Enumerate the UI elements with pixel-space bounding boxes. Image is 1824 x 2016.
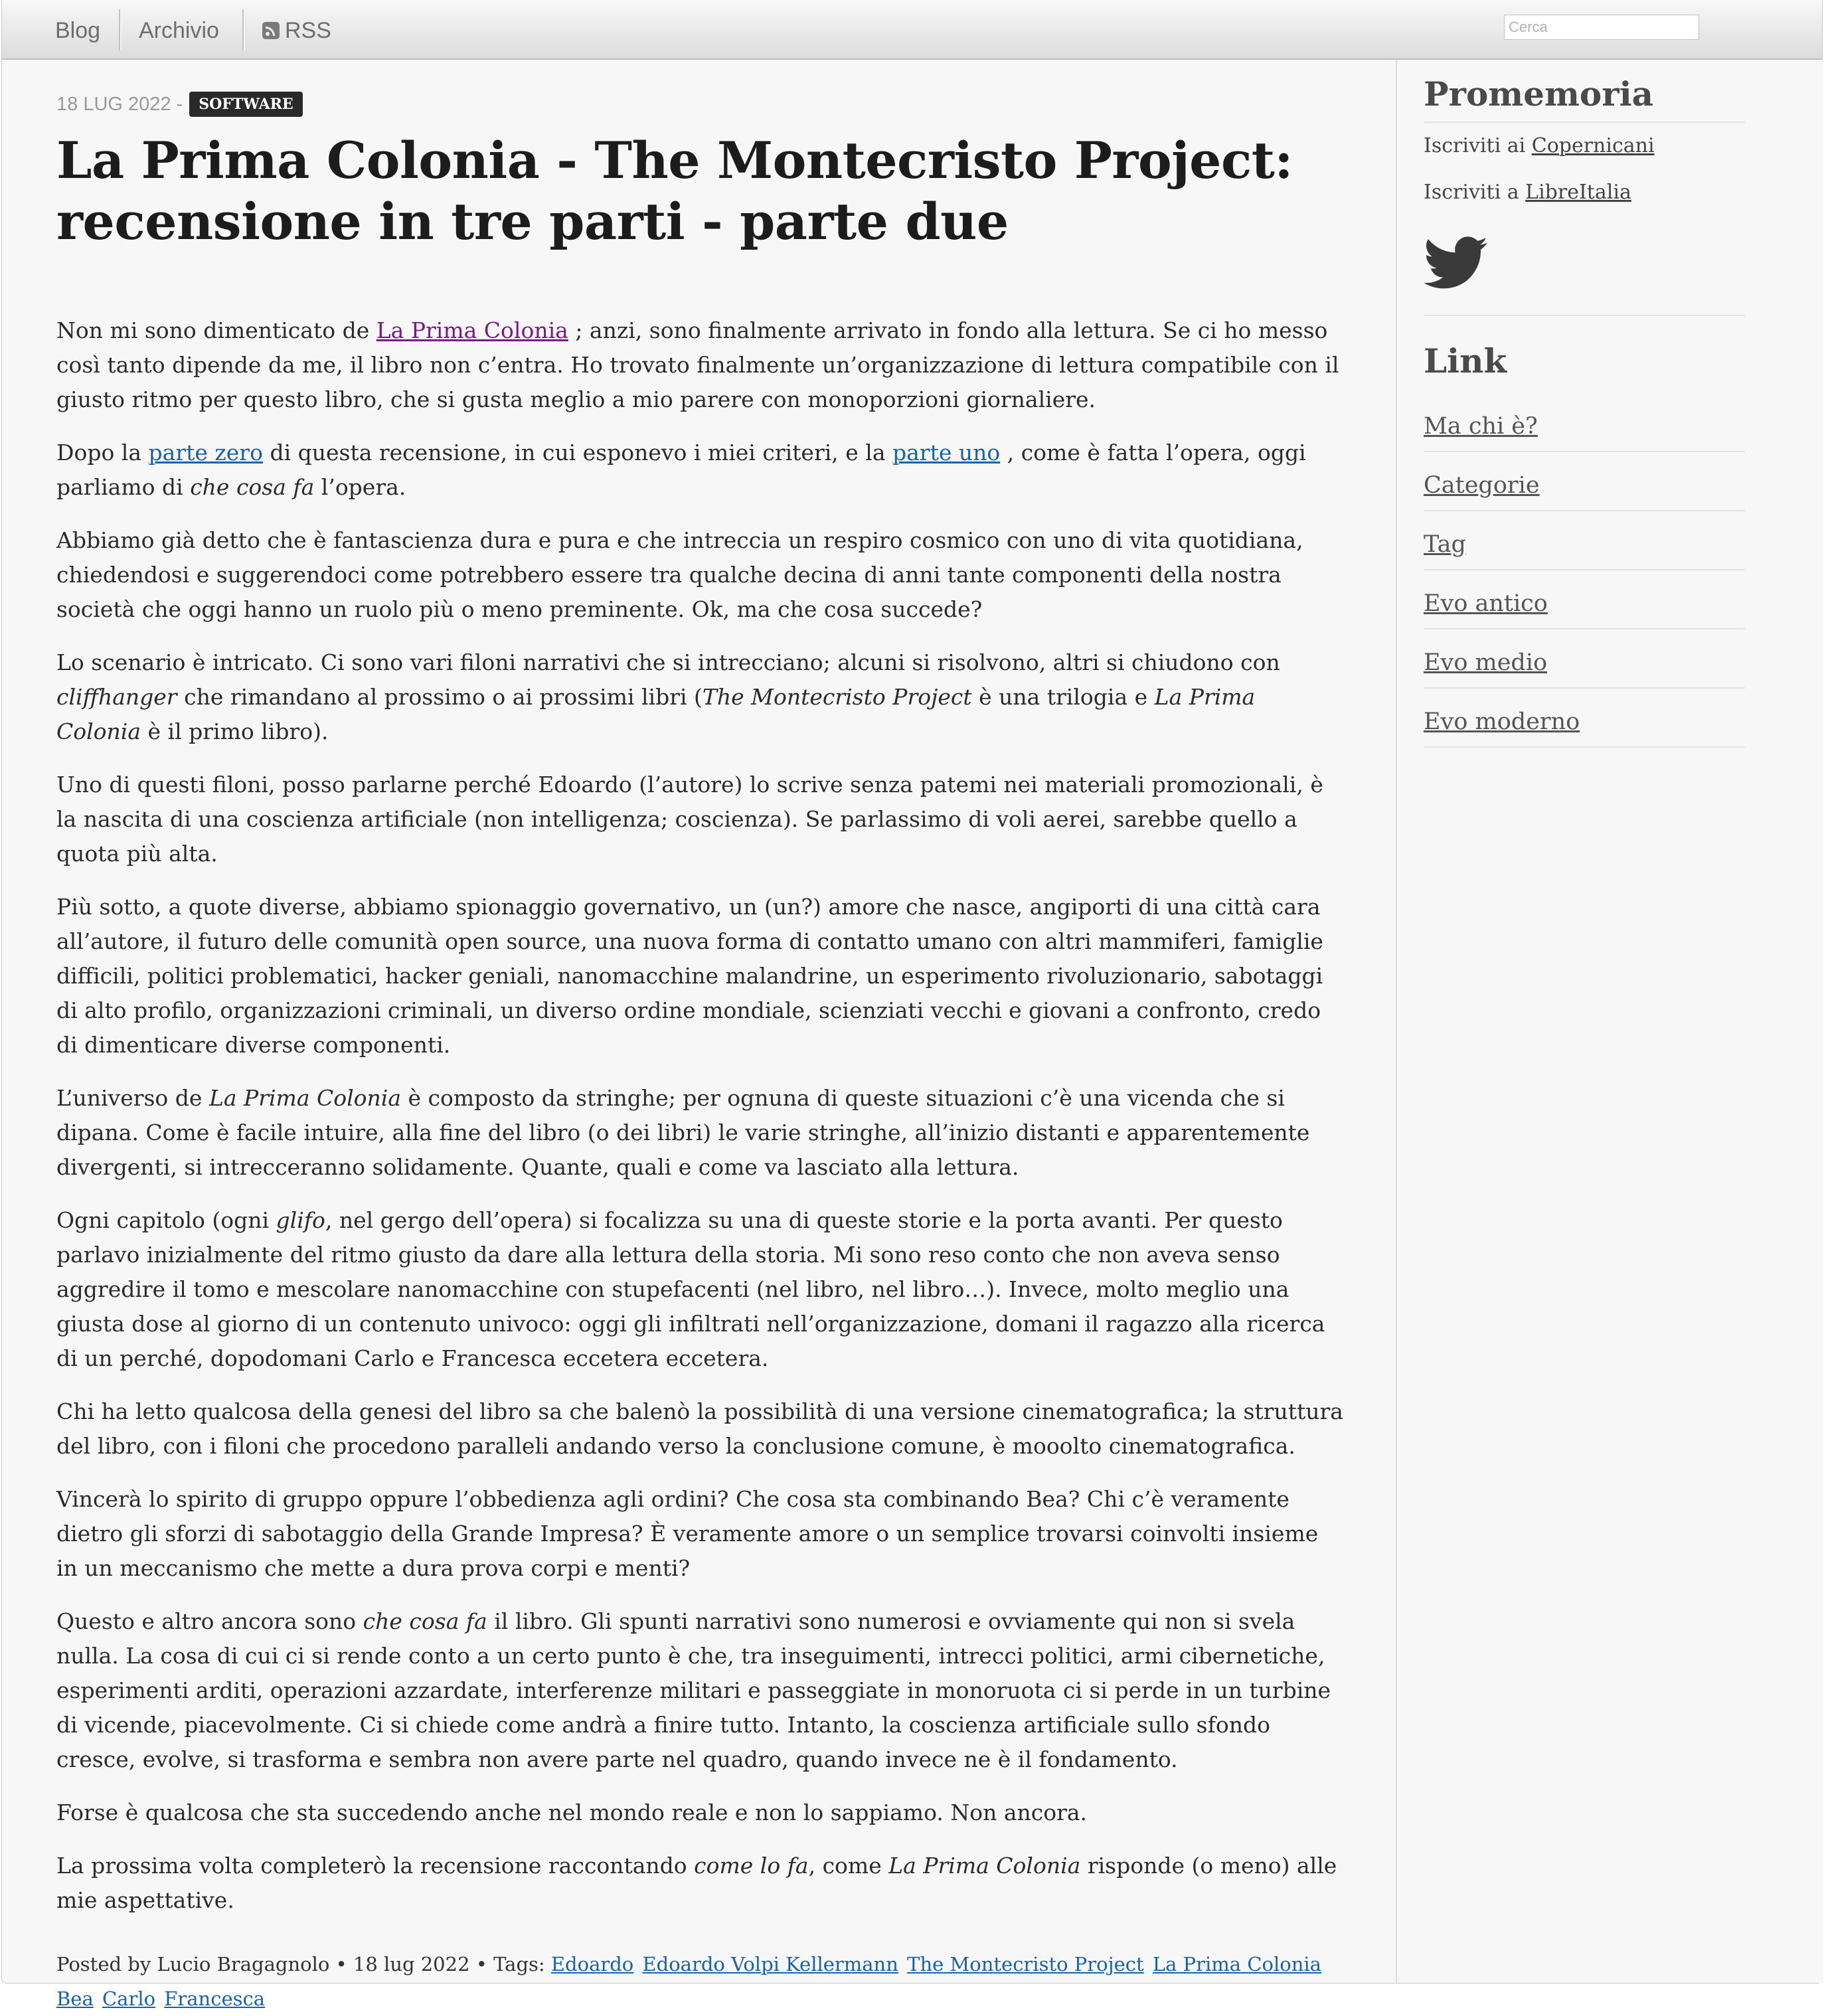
link-evo-moderno[interactable]: Evo moderno — [1424, 709, 1580, 735]
links-list — [1424, 393, 1745, 748]
link-libreitalia[interactable]: LibreItalia — [1525, 181, 1631, 204]
emphasis: La Prima Colonia — [888, 1853, 1081, 1879]
link-evo-antico[interactable]: Evo antico — [1424, 590, 1548, 617]
tag-link[interactable]: Bea — [56, 1987, 94, 2010]
list-item — [1424, 689, 1745, 748]
search-input[interactable] — [1504, 15, 1699, 40]
paragraph-9: Chi ha letto qualcosa della genesi del libro sa che balenò la possibilità di una versione cinematografica; la struttura del libro, con i filoni che procedono paralleli andando verso la conclusione comune, è mooolto cinematografica. — [56, 1398, 1343, 1459]
nav-rss-link[interactable] — [262, 0, 331, 58]
post-title-line-2: recensione in tre parti - parte due — [56, 192, 1009, 251]
paragraph-5: Uno di questi filoni, posso parlarne perché Edoardo (l’autore) lo scrive senza patemi nei materiali promozionali, è la nascita di una coscienza artificiale (non intelligenza; coscienza). Se parlassimo di voli aerei, sarebbe quello a quota più alta. — [56, 772, 1323, 867]
text: Ogni capitolo (ogni — [56, 1207, 276, 1233]
link-categorie[interactable]: Categorie — [1424, 472, 1540, 499]
top-navbar — [2, 0, 1822, 60]
nav-separator — [119, 9, 122, 50]
browser-page — [1, 0, 1823, 2010]
list-item — [1424, 570, 1745, 630]
emphasis: glifo — [276, 1207, 325, 1233]
paragraph-8 — [56, 1203, 1345, 1376]
link-la-prima-colonia[interactable]: La Prima Colonia — [376, 317, 568, 343]
link-parte-uno[interactable]: parte uno — [892, 440, 1001, 465]
link-ma-chi-e[interactable]: Ma chi è? — [1424, 413, 1538, 440]
emphasis: La Prima Colonia — [56, 684, 1256, 744]
post-article — [56, 93, 1345, 2016]
emphasis: La Prima Colonia — [208, 1085, 402, 1111]
text: , nel gergo dell’opera) si focalizza su una di queste storie e la porta avanti. Per questo parlavo inizialmente del ritmo giusto da dare alla lettura della storia. Mi sono reso conto che non aveva senso aggredire il tomo e mescolare nanomacchine con stupefacenti (nel libro, nel libro…). Invece, molto meglio una giusta dose al giorno di un contenuto univoco: oggi gli infiltrati nell’organizzazione, domani il ragazzo alla ricerca di un perché, dopodomani Carlo e Francesca eccetera eccetera. — [56, 1207, 1325, 1371]
text: La prossima volta completerò la recensione raccontando — [56, 1853, 695, 1879]
text: , come è fatta l’opera, oggi parliamo di — [56, 440, 1306, 500]
post-date: 18 LUG 2022 - — [56, 94, 183, 115]
reminder-heading: Promemoria — [1424, 74, 1745, 123]
text: di questa recensione, in cui esponevo i miei criteri, e la — [262, 440, 892, 465]
category-badge[interactable]: SOFTWARE — [189, 92, 302, 117]
nav-archive-link[interactable]: Archivio — [139, 18, 219, 43]
post-footer — [56, 1947, 1345, 2016]
text: Iscriviti ai — [1424, 134, 1532, 157]
emphasis: che cosa fa — [190, 474, 315, 500]
paragraph-2 — [56, 436, 1345, 505]
tag-link[interactable]: Carlo — [102, 1987, 156, 2010]
emphasis: che cosa fa — [363, 1608, 487, 1634]
paragraph-10: Vincerà lo spirito di gruppo oppure l’obbedienza agli ordini? Che cosa sta combinando Bea? Chi c’è veramente dietro gli sforzi di sabotaggio della Grande Impresa? È veramente amore o un semplice trovarsi coinvolti insieme in un meccanismo che mette a dura prova corpi e menti? — [56, 1486, 1319, 1581]
paragraph-6: Più sotto, a quote diverse, abbiamo spionaggio governativo, un (un?) amore che nasce, angiporti di una città cara all’autore, il futuro delle comunità open source, una nuova forma di contatto umano con altri mammiferi, famiglie difficili, politici problematici, hacker geniali, nanomacchine malandrine, un esperimento rivoluzionario, sabotaggi di alto profilo, organizzazioni criminali, un diverso ordine mondiale, scienziati vecchi e giovani a confronto, credo di dimenticare diverse componenti. — [56, 894, 1323, 1058]
text: Lo scenario è intricato. Ci sono vari filoni narrativi che si intrecciano; alcuni si risolvono, altri si chiudono con — [56, 649, 1280, 675]
link-tag[interactable]: Tag — [1424, 531, 1466, 558]
paragraph-3: Abbiamo già detto che è fantascienza dura e pura e che intreccia un respiro cosmico con uno di vita quotidiana, chiedendosi e suggerendoci come potrebbero essere tra qualche decina di anni tante componenti della nostra società che oggi hanno un ruolo più o meno preminente. Ok, ma che cosa succede? — [56, 527, 1303, 622]
rss-icon — [262, 22, 280, 39]
nav-blog-link[interactable]: Blog — [55, 18, 101, 43]
text: è composto da stringhe; per ognuna di queste situazioni c’è una vicenda che si dipana. Come è facile intuire, alla fine del libro (o dei libri) le varie stringhe, all’inizio distanti e apparentemente divergenti, si intrecceranno solidamente. Quante, quali e come va lasciato alla lettura. — [56, 1085, 1310, 1180]
paragraph-1 — [56, 313, 1345, 417]
emphasis: cliffhanger — [56, 684, 177, 710]
text: , come — [808, 1853, 889, 1879]
link-parte-zero[interactable]: parte zero — [148, 440, 263, 465]
text: Questo e altro ancora sono — [56, 1608, 363, 1634]
social-section — [1424, 236, 1745, 316]
links-heading: Link — [1424, 341, 1507, 380]
tag-link[interactable]: La Prima Colonia — [1152, 1953, 1321, 1975]
paragraph-11 — [56, 1604, 1345, 1777]
nav-rss-label: RSS — [285, 18, 331, 43]
post-title-line-1: La Prima Colonia - The Montecristo Project: — [56, 131, 1293, 190]
nav-separator — [242, 9, 245, 50]
list-item — [1424, 630, 1745, 689]
emphasis: come lo fa — [694, 1853, 809, 1879]
post-meta — [56, 93, 1345, 127]
text: ; anzi, sono finalmente arrivato in fondo alla lettura. Se ci ho messo così tanto dipende da me, il libro non c’entra. Ho trovato finalmente un’organizzazione di lettura compatibile con il giusto ritmo per questo libro, che si gusta meglio a mio parere con monoporzioni giornaliere. — [56, 317, 1339, 412]
emphasis: The Montecristo Project — [702, 684, 972, 710]
tag-link[interactable]: Francesca — [164, 1987, 266, 2010]
link-evo-medio[interactable]: Evo medio — [1424, 649, 1548, 676]
paragraph-7 — [56, 1081, 1345, 1185]
tag-link[interactable]: Edoardo Volpi Kellermann — [642, 1953, 898, 1975]
paragraph-4 — [56, 645, 1345, 749]
paragraph-12: Forse è qualcosa che sta succedendo anche nel mondo reale e non lo sappiamo. Non ancora. — [56, 1800, 1088, 1825]
text: il libro. Gli spunti narrativi sono numerosi e ovviamente qui non si svela nulla. La cosa di cui ci si rende conto a un certo punto è che, tra inseguimenti, intrecci politici, armi cibernetiche, esperimenti arditi, operazioni azzardate, interferenze militari e passeggiate in monoruota ci si perde in un turbine di vicende, piacevolmente. Ci si chiede come andrà a finire tutto. Intanto, la coscienza artificiale sullo sfondo cresce, evolve, si trasforma e sembra non avere parte nel quadro, quando invece ne è il fondamento. — [56, 1608, 1331, 1772]
text: è una trilogia e — [971, 684, 1155, 710]
sidebar — [1396, 60, 1823, 1983]
text: Dopo la — [56, 440, 149, 465]
reminder-section — [1424, 74, 1745, 123]
tag-link[interactable]: The Montecristo Project — [907, 1953, 1144, 1975]
list-item — [1424, 511, 1745, 570]
text: che rimandano al prossimo o ai prossimi libri ( — [177, 684, 703, 710]
list-item — [1424, 452, 1745, 511]
text: Non mi sono dimenticato de — [56, 317, 376, 343]
links-section — [1424, 341, 1745, 748]
text: risponde (o meno) alle mie aspettative. — [56, 1853, 1337, 1913]
post-title — [56, 130, 1318, 252]
posted-by: Posted by Lucio Bragagnolo • 18 lug 2022 • Tags: — [56, 1953, 545, 1975]
post-body — [56, 313, 1345, 1918]
subscribe-libreitalia — [1424, 179, 1745, 206]
text: è il primo libro). — [141, 718, 329, 744]
paragraph-13 — [56, 1849, 1345, 1918]
list-item — [1424, 393, 1745, 452]
link-copernicani[interactable]: Copernicani — [1531, 134, 1655, 157]
text: L’universo de — [56, 1085, 209, 1111]
text: Iscriviti a — [1424, 181, 1526, 204]
tag-link[interactable]: Edoardo — [550, 1953, 634, 1975]
subscribe-copernicani — [1424, 133, 1745, 159]
text: l’opera. — [314, 474, 406, 500]
twitter-icon[interactable] — [1424, 236, 1487, 290]
